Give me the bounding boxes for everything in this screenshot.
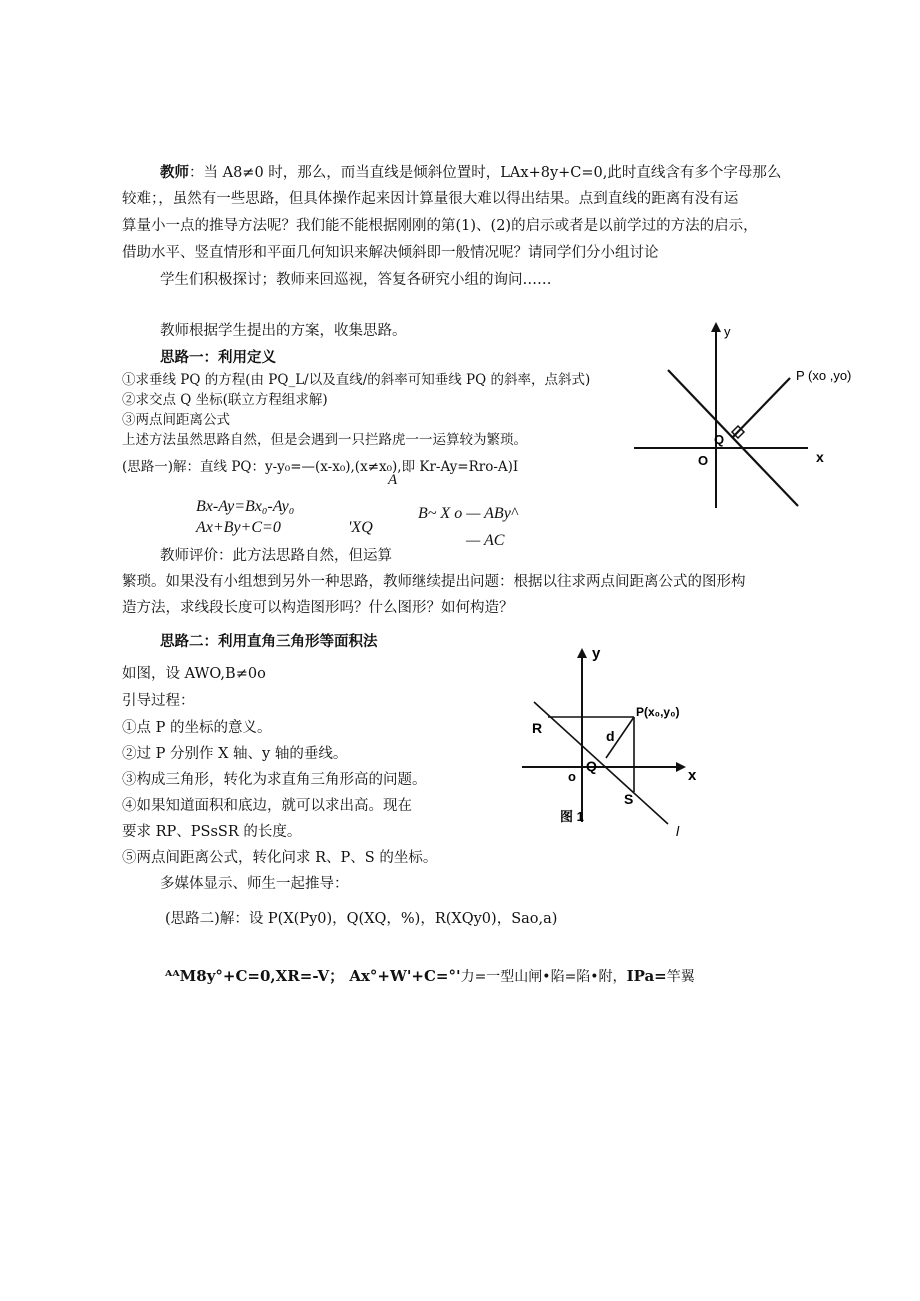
- method2-step4a: ④如果知道面积和底边，就可以求出高。现在: [122, 798, 412, 814]
- method2-step1: ①点 P 的坐标的意义。: [122, 720, 272, 736]
- para2: 学生们积极探讨；教师来回巡视，答复各研究小组的询问……: [160, 272, 552, 288]
- method1-note: 上述方法虽然思路自然，但是会遇到一只拦路虎一一运算较为繁琐。: [122, 432, 527, 448]
- equation-rhs1: B~ X o — ABy^: [418, 505, 518, 522]
- equation-1: Bx-Ay=Bx₀-Ay₀: [196, 498, 295, 515]
- method1-step1: ①求垂线 PQ 的方程(由 PQ_L/以及直线/的斜率可知垂线 PQ 的斜率，点斜式): [122, 372, 591, 388]
- label-q: Q: [586, 758, 597, 774]
- method2-step2: ②过 P 分别作 X 轴、y 轴的垂线。: [122, 746, 348, 762]
- method2-media: 多媒体显示、师生一起推导：: [160, 876, 349, 892]
- line-l: [534, 702, 668, 824]
- eval-line3: 造方法，求线段长度可以构造图形吗？什么图形？如何构造？: [122, 600, 514, 616]
- method2-step4b: 要求 RP、PSsSR 的长度。: [122, 824, 302, 840]
- method2-final: ᴬᴬM8y°+C=0,XR=-V； Ax°+W'+C=°'力=一型山闸•陷=陷•附，IPa=竿翼: [165, 967, 695, 985]
- figure-2: [520, 640, 710, 840]
- method2-guide: 引导过程：: [122, 693, 195, 709]
- method1-solution: (思路一)解：直线 PQ：y-y₀=—(x-x₀),(x≠x₀),即 Kr-Ay=Rro-A)I: [122, 459, 519, 475]
- method2-solution: (思路二)解：设 P(X(Py0)，Q(XQ，%)，R(XQy0)，Sao,a): [165, 911, 558, 927]
- label-q: Q: [714, 432, 725, 447]
- method1-step3: ③两点间距离公式: [122, 412, 230, 428]
- para3: 教师根据学生提出的方案，收集思路。: [160, 323, 407, 339]
- label-r: R: [532, 720, 543, 736]
- teacher-label: 教师: [160, 164, 189, 181]
- label-s: S: [624, 791, 634, 807]
- label-p: P(x₀,y₀): [636, 705, 680, 719]
- label-p: P (xo ,yo): [796, 368, 852, 383]
- para1-line2: 较难；，虽然有一些思路，但具体操作起来因计算量很大难以得出结果。点到直线的距离有没有运: [122, 191, 739, 207]
- para1-line3: 算量小一点的推导方法呢？我们能不能根据刚刚的第(1)、(2)的启示或者是以前学过的方法的启示，: [122, 218, 758, 234]
- label-o: o: [568, 769, 576, 784]
- label-x: x: [688, 767, 697, 784]
- method2-step3: ③构成三角形，转化为求直角三角形高的问题。: [122, 772, 427, 788]
- label-y: y: [592, 645, 601, 662]
- para1-line4: 借助水平、竖直情形和平面几何知识来解决倾斜即一般情况呢？请同学们分小组讨论: [122, 245, 659, 261]
- method2-step5: ⑤两点间距离公式，转化问求 R、P、S 的坐标。: [122, 850, 438, 866]
- method1-step2: ②求交点 Q 坐标(联立方程组求解): [122, 392, 328, 408]
- x-axis-arrow: [676, 762, 686, 772]
- para1-line1: 教师：当 A8≠0 时，那么，而当直线是倾斜位置时，LAx+8y+C=0,此时直线含有多个字母那么: [160, 164, 782, 181]
- eval-line1: 教师评价：此方法思路自然，但运算: [160, 548, 392, 564]
- method2-setup: 如图，设 AWO,B≠0o: [122, 666, 266, 682]
- label-l: l: [676, 823, 680, 839]
- equation-2: Ax+By+C=0: [196, 519, 281, 536]
- equation-rhs2: — AC: [466, 532, 505, 549]
- figure-caption: 图 1: [560, 809, 584, 824]
- y-axis-arrow: [577, 648, 587, 658]
- method2-title: 思路二：利用直角三角形等面积法: [160, 633, 378, 650]
- label-d: d: [606, 728, 615, 744]
- label-y: y: [724, 324, 731, 339]
- eval-line2: 繁琐。如果没有小组想到另外一种思路，教师继续提出问题：根据以往求两点间距离公式的图形构: [122, 574, 746, 590]
- label-o: O: [698, 453, 709, 468]
- method1-title: 思路一：利用定义: [160, 349, 276, 366]
- figure-1: [620, 318, 860, 518]
- label-x: x: [816, 449, 824, 465]
- y-axis-arrow: [711, 322, 721, 332]
- frac-a: A: [388, 472, 398, 488]
- equation-xq: 'XQ: [348, 519, 373, 536]
